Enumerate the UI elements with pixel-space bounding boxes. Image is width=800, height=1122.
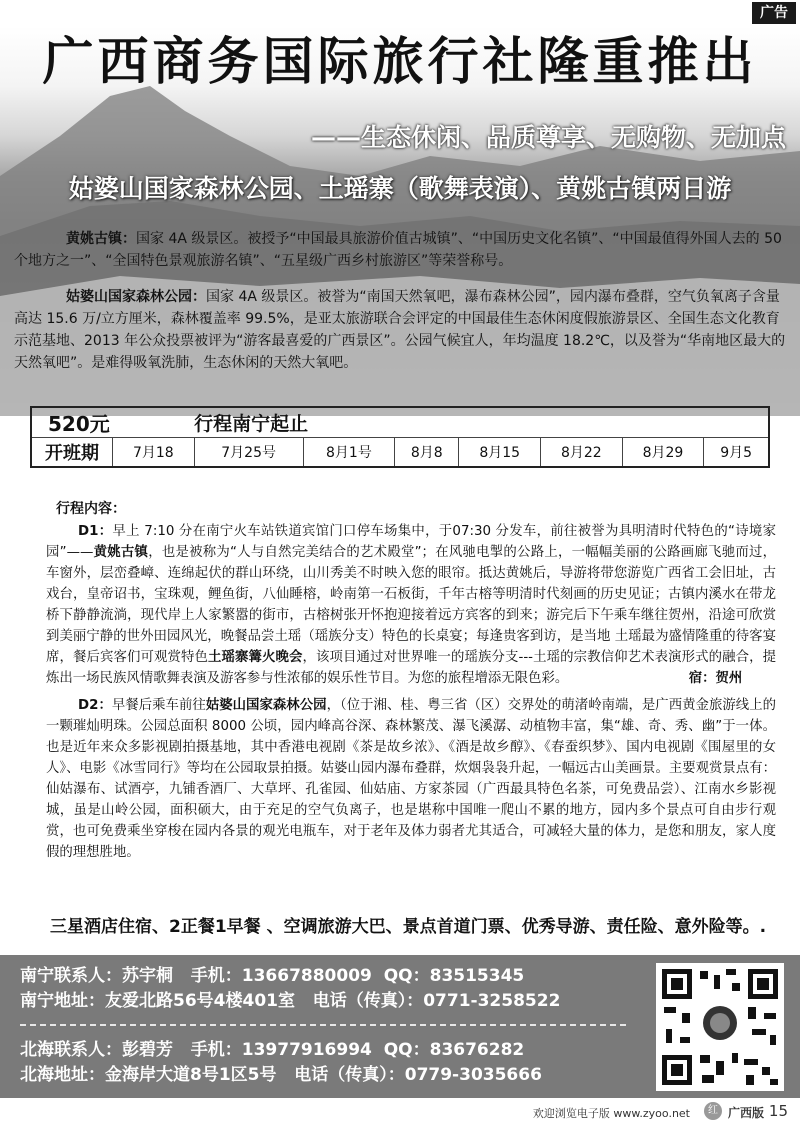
hero-content xyxy=(0,26,800,416)
inclusions: 三星酒店住宿、2正餐1早餐 、空调旅游大巴、景点首道门票、优秀导游、责任险、意外险等。. xyxy=(50,917,767,937)
footer-site[interactable]: 欢迎浏览电子版 www.zyoo.net xyxy=(532,1107,690,1120)
ad-tag: 广告 xyxy=(752,2,796,24)
price: 520元 xyxy=(31,407,194,438)
departure-date: 9月5 xyxy=(704,438,769,468)
day1-stay: 宿：贺州 xyxy=(688,671,743,686)
departure-date: 8月8 xyxy=(395,438,459,468)
departure-date: 8月1号 xyxy=(303,438,395,468)
schedule-table xyxy=(30,406,770,468)
nanning-address: 南宁地址：友爱北路56号4楼401室 电话（传真）：0771-3258522 xyxy=(20,991,561,1011)
qr-code-graphic xyxy=(656,963,784,1091)
page-footer xyxy=(0,1100,800,1122)
intro-huangyao-name: 黄姚古镇： xyxy=(66,231,136,247)
day2-text: ，（位于湘、桂、粤三省（区）交界处的萌渚岭南端，是广西黄金旅游线上的一颗璀灿明珠。公园总面积 8000 公顷，园内峰高谷深、森林繁茂、瀑飞溪潺、动植物丰富，集“雄、奇、秀、幽”于一体。也是近年来众多影视剧拍摄基地，其中香港电视剧《茶是故乡浓》、《酒是故乡醇》、《春蚕织梦》、国内电视剧《围屋里的女人》、电影《冰雪同行》等均在公园取景拍摄。姑婆山园内瀑布叠群，炊烟袅袅升起，一幅远古山美画景。主要观赏景点有：仙姑瀑布、试酒亭，九铺香酒厂、大草坪、孔雀园、仙姑庙、方家茶园（广西最具特色名茶，可免费品尝）、江南水乡影视城，虽是山岭公园，面积硕大，由于充足的空气负离子，也是堪称中国唯一爬山不累的地方，园内多个景点可自由步行观赏，也可免费乘坐穿梭在园内各景的观光电瓶车，对于老年及体力弱者尤其适合，可减轻大量的体力，是您和朋友，家人度假的理想胜地。 xyxy=(46,698,777,860)
itinerary-day2 xyxy=(46,695,776,863)
departure-date: 7月25号 xyxy=(194,438,303,468)
beihai-contact: 北海联系人：彭碧芳 手机：13977916994 QQ：83676282 xyxy=(20,1040,525,1060)
beihai-address: 北海地址：金海岸大道8号1区5号 电话（传真）：0779-3035666 xyxy=(20,1065,542,1085)
main-title: 广西商务国际旅行社隆重推出 xyxy=(42,33,758,92)
departure-date: 7月18 xyxy=(113,438,195,468)
route-title: 姑婆山国家森林公园、土瑶寨（歌舞表演）、黄姚古镇两日游 xyxy=(68,174,732,203)
top-strip xyxy=(0,0,800,26)
day2-label: D2： xyxy=(78,698,112,713)
itinerary-day1 xyxy=(46,521,776,689)
route-start: 行程南宁起止 xyxy=(194,407,769,438)
schedule-header-row xyxy=(31,407,769,438)
contact-panel xyxy=(0,955,800,1098)
intro-gupo-name: 姑婆山国家森林公园： xyxy=(66,289,206,305)
day1-label: D1： xyxy=(78,524,113,539)
footer-badge: 红 xyxy=(704,1102,722,1120)
page-number: 15 xyxy=(768,1102,788,1120)
itinerary xyxy=(46,499,776,869)
departure-label: 开班期 xyxy=(31,438,113,468)
day1-text: 早上 7:10 分在南宁火车站铁道宾馆门口停车场集中，于07:30 分发车，前往被誉为具明清时代特色的“诗境家园”—— xyxy=(46,524,776,560)
day1-highlight: 土瑶寨篝火晚会 xyxy=(208,650,303,665)
slogan: ——生态休闲、品质尊享、无购物、无加点 xyxy=(310,123,786,152)
schedule-dates-row xyxy=(31,438,769,468)
intro-gupo xyxy=(14,286,786,374)
contact-divider xyxy=(20,1024,626,1026)
day2-highlight: 姑婆山国家森林公园 xyxy=(205,698,327,713)
intro-huangyao-text: 国家 4A 级景区。被授予“中国最具旅游价值古城镇”、“中国历史文化名镇”、“中国最值得外国人去的 50 个地方之一”、“全国特色景观旅游名镇”、“五星级广西乡村旅游区”等荣誉称号。 xyxy=(14,231,782,269)
departure-date: 8月15 xyxy=(459,438,541,468)
nanning-contact: 南宁联系人：苏宇桐 手机：13667880009 QQ：83515345 xyxy=(20,966,525,986)
day1-highlight: 黄姚古镇 xyxy=(93,545,149,560)
intro-huangyao xyxy=(14,228,786,272)
hero-banner xyxy=(0,26,800,416)
footer-edition: 广西版 xyxy=(727,1106,764,1120)
itinerary-heading: 行程内容： xyxy=(56,501,126,517)
intro-gupo-text: 国家 4A 级景区。被誉为“南国天然氧吧，瀑布森林公园”，园内瀑布叠群，空气负氧离子含量高达 15.6 万/立方厘米，森林覆盖率 99.5%，是亚太旅游联合会评定的中国最佳生态休闲度假旅游景区、全国生态文化教育示范基地、2013 年公众投票被评为“游客最喜爱的广西景区”。公园气候宜人，年均温度 18.2℃，以及誉为“华南地区最大的天然氧吧”。是难得吸氧洗肺，生态休闲的天然大氧吧。 xyxy=(14,289,786,371)
departure-date: 8月29 xyxy=(622,438,704,468)
qr-code-icon[interactable] xyxy=(656,963,784,1091)
departure-date: 8月22 xyxy=(541,438,623,468)
day1-text: ，也是被称为“人与自然完美结合的艺术殿堂”；在风驰电掣的公路上，一幅幅美丽的公路画廊飞驰而过，车窗外，层峦叠嶂、连绵起伏的群山环绕，山川秀美不时映入您的眼帘。抵达黄姚后，导游将带您游览广西省工会旧址，古戏台，皇帝诏书，宝珠观，鲤鱼街，八仙睡榕，岭南第一石板街，千年古榕等明清时代刻画的历史见证；古镇内溪水在带龙桥下静静流淌，现代岸上人家繁嚣的街市，古榕树张开怀抱迎接着远方宾客的到来；游完后下午乘车继往贺州，沿途可欣赏到美丽宁静的世外田园风光，晚餐品尝土瑶（瑶族分支）特色的长桌宴；每逢贵客到访，是当地 土瑶最为盛情隆重的待客宴席，餐后宾客们可观赏特色 xyxy=(46,545,777,665)
day1-text: ，该项目通过对世界唯一的瑶族分支---土瑶的宗教信仰艺术表演形式的融合，提炼出一场民族风情歌舞表演及游客参与性浓郁的娱乐性节目。为您的旅程增添无限色彩。 xyxy=(46,650,776,686)
day2-text: 早餐后乘车前往 xyxy=(111,698,206,713)
